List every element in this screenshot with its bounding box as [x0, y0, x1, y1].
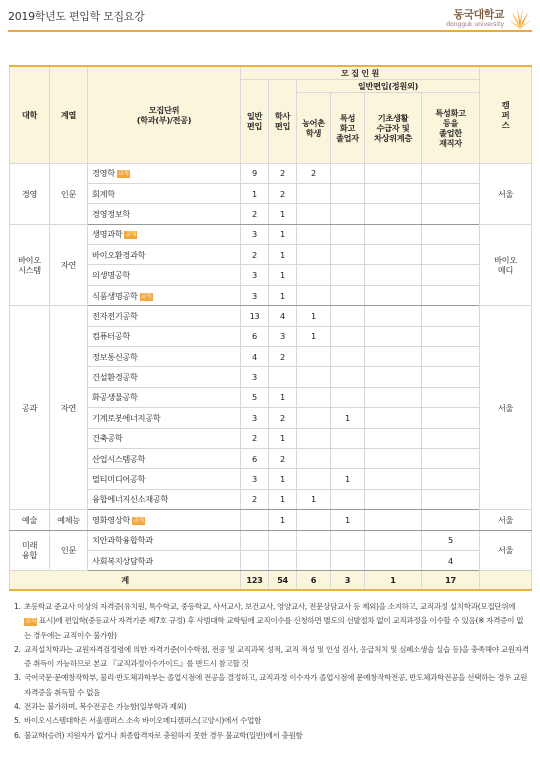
farm-cell: 1: [297, 306, 331, 326]
table-row: [10, 306, 532, 326]
note-text: [24, 671, 530, 700]
unit-cell: [88, 469, 241, 489]
bachelor-cell: 1: [269, 285, 297, 305]
header-bachelor: 학사 편입: [269, 79, 297, 163]
univ-cell: 경영: [10, 163, 50, 224]
basic-cell: [365, 550, 422, 570]
note-number: 2.: [14, 644, 21, 654]
unit-cell: [88, 530, 241, 550]
header-farm: 농어촌 학생: [297, 92, 331, 163]
unit-name: 경영학: [92, 168, 115, 179]
special-cell: [331, 489, 365, 509]
basic-cell: [365, 285, 422, 305]
teaching-badge: 교직: [140, 292, 152, 300]
specialwork-cell: 4: [422, 550, 480, 570]
general-cell: 13: [241, 306, 269, 326]
unit-name: 회계학: [92, 188, 115, 199]
table-row: [10, 448, 532, 468]
bachelor-cell: [269, 530, 297, 550]
table-row: [10, 265, 532, 285]
bachelor-cell: 1: [269, 489, 297, 509]
special-cell: [331, 550, 365, 570]
recruitment-table: [9, 65, 532, 591]
specialwork-cell: [422, 469, 480, 489]
farm-cell: [297, 265, 331, 285]
unit-name: 산업시스템공학: [92, 453, 146, 464]
basic-cell: [365, 347, 422, 367]
table-row: [10, 367, 532, 387]
note-text-part: 전과는 불가하며, 복수전공은 가능함(일부학과 제외): [24, 702, 187, 712]
unit-name: 정보통신공학: [92, 351, 138, 362]
special-cell: 1: [331, 510, 365, 530]
bachelor-cell: 1: [269, 469, 297, 489]
unit-name: 융합에너지신소재공학: [92, 494, 169, 505]
total-farm: 6: [297, 571, 331, 591]
total-campus: [480, 571, 532, 591]
total-general: 123: [241, 571, 269, 591]
unit-cell: [88, 489, 241, 509]
general-cell: 3: [241, 469, 269, 489]
bachelor-cell: 2: [269, 163, 297, 183]
total-row: [10, 571, 532, 591]
farm-cell: [297, 448, 331, 468]
special-cell: [331, 428, 365, 448]
specialwork-cell: [422, 347, 480, 367]
header-special: 특성 화고 졸업자: [331, 92, 365, 163]
unit-name: 컴퓨터공학: [92, 331, 131, 342]
basic-cell: [365, 448, 422, 468]
specialwork-cell: [422, 183, 480, 203]
farm-cell: [297, 469, 331, 489]
table-row: [10, 245, 532, 265]
farm-cell: [297, 510, 331, 530]
note-item: [14, 600, 530, 643]
teaching-badge: 교직: [133, 516, 145, 524]
note-text: [24, 600, 530, 643]
farm-cell: [297, 408, 331, 428]
header-divider: [8, 30, 532, 32]
specialwork-cell: [422, 224, 480, 244]
special-cell: [331, 326, 365, 346]
unit-cell: [88, 265, 241, 285]
general-cell: 1: [241, 183, 269, 203]
table-row: [10, 469, 532, 489]
farm-cell: 1: [297, 326, 331, 346]
unit-cell: [88, 204, 241, 224]
bachelor-cell: 1: [269, 387, 297, 407]
note-item: [14, 700, 530, 714]
table-row: [10, 489, 532, 509]
specialwork-cell: [422, 285, 480, 305]
special-cell: [331, 245, 365, 265]
table-row: [10, 530, 532, 550]
unit-name: 전자전기공학: [92, 310, 138, 321]
unit-name: 치안과학융합학과: [92, 535, 153, 546]
unit-cell: [88, 448, 241, 468]
general-cell: 4: [241, 347, 269, 367]
bachelor-cell: 4: [269, 306, 297, 326]
note-number: 4.: [14, 702, 21, 712]
logo-subtext: dongguk university: [446, 20, 504, 28]
farm-cell: [297, 367, 331, 387]
teaching-badge: 교직: [117, 170, 129, 178]
table-row: [10, 408, 532, 428]
university-logo: [446, 3, 532, 33]
special-cell: 1: [331, 469, 365, 489]
farm-cell: [297, 245, 331, 265]
total-specialwork: 17: [422, 571, 480, 591]
total-bachelor: 54: [269, 571, 297, 591]
unit-name: 바이오환경과학: [92, 249, 146, 260]
bachelor-cell: [269, 367, 297, 387]
special-cell: [331, 448, 365, 468]
special-cell: [331, 387, 365, 407]
basic-cell: [365, 224, 422, 244]
farm-cell: 1: [297, 489, 331, 509]
header-campus: 캠 퍼 스: [480, 66, 532, 163]
basic-cell: [365, 510, 422, 530]
general-cell: [241, 550, 269, 570]
unit-cell: [88, 510, 241, 530]
note-number: 6.: [14, 730, 21, 740]
specialwork-cell: [422, 306, 480, 326]
note-text: [24, 714, 530, 728]
general-cell: 2: [241, 489, 269, 509]
bachelor-cell: 2: [269, 347, 297, 367]
bachelor-cell: 2: [269, 183, 297, 203]
general-cell: 3: [241, 285, 269, 305]
note-text: [24, 643, 530, 672]
general-cell: 9: [241, 163, 269, 183]
general-cell: [241, 510, 269, 530]
basic-cell: [365, 469, 422, 489]
note-text-part: 표시)에 편입학(중등교사 자격기준 제7호 규정) 후 사범대학 교학팀에 교직이수를 신청하면 별도의 선발절차 없이 교직과정을 이수할 수 있음(※ 자격증이 없는 경우에는 교직이수 불가함): [24, 616, 524, 640]
basic-cell: [365, 245, 422, 265]
note-text: [24, 729, 530, 743]
note-number: 5.: [14, 716, 21, 726]
field-cell: 인문: [50, 163, 88, 224]
unit-cell: [88, 326, 241, 346]
note-item: [14, 671, 530, 700]
unit-cell: [88, 224, 241, 244]
specialwork-cell: 5: [422, 530, 480, 550]
farm-cell: 2: [297, 163, 331, 183]
total-label: 계: [10, 571, 241, 591]
bachelor-cell: 2: [269, 448, 297, 468]
basic-cell: [365, 183, 422, 203]
table-row: [10, 163, 532, 183]
farm-cell: [297, 387, 331, 407]
special-cell: [331, 285, 365, 305]
basic-cell: [365, 489, 422, 509]
special-cell: 1: [331, 408, 365, 428]
unit-cell: [88, 367, 241, 387]
basic-cell: [365, 265, 422, 285]
unit-name: 사회복지상담학과: [92, 555, 153, 566]
lotus-icon: [508, 5, 532, 31]
unit-cell: [88, 183, 241, 203]
unit-cell: [88, 387, 241, 407]
header-univ: 대학: [10, 66, 50, 163]
header-recruit: 모 집 인 원: [241, 66, 480, 79]
bachelor-cell: [269, 550, 297, 570]
unit-name: 영화영상학: [92, 514, 131, 525]
general-cell: 2: [241, 204, 269, 224]
header-general: 일반 편입: [241, 79, 269, 163]
table-row: [10, 224, 532, 244]
farm-cell: [297, 204, 331, 224]
basic-cell: [365, 428, 422, 448]
note-number: 1.: [14, 602, 21, 611]
logo-text: 동국대학교: [453, 7, 504, 21]
unit-cell: [88, 408, 241, 428]
specialwork-cell: [422, 204, 480, 224]
specialwork-cell: [422, 489, 480, 509]
basic-cell: [365, 530, 422, 550]
general-cell: 5: [241, 387, 269, 407]
table-row: [10, 550, 532, 570]
unit-name: 건설환경공학: [92, 372, 138, 383]
farm-cell: [297, 285, 331, 305]
total-basic: 1: [365, 571, 422, 591]
unit-cell: [88, 550, 241, 570]
general-cell: 6: [241, 448, 269, 468]
farm-cell: [297, 550, 331, 570]
univ-cell: 바이오 시스템: [10, 224, 50, 306]
header-field: 계열: [50, 66, 88, 163]
unit-name: 의생명공학: [92, 270, 131, 281]
note-item: [14, 714, 530, 728]
total-special: 3: [331, 571, 365, 591]
note-text-part: 교직설치학과는 교원자격검정령에 의한 자격기준(이수학점, 전공 및 교직과목 성적, 교직 적성 및 인성 검사, 응급처치 및 심폐소생술 실습 등)을 충족해야 교원자격증 취득이 가능하므로 본교 『교직과정이수가이드』를 반드시 참고할 것: [24, 644, 529, 669]
table-row: [10, 510, 532, 530]
unit-name: 화공생물공학: [92, 392, 138, 403]
univ-cell: 예술: [10, 510, 50, 530]
campus-cell: 서울: [480, 163, 532, 224]
general-cell: 3: [241, 265, 269, 285]
field-cell: 자연: [50, 224, 88, 306]
teaching-badge: 교직: [125, 231, 137, 239]
page-title: 2019학년도 편입학 모집요강: [8, 10, 145, 23]
teaching-badge: 교직: [25, 618, 36, 626]
general-cell: [241, 530, 269, 550]
note-text-part: 불교학(승려) 지원자가 없거나 최종합격자로 충원하지 못한 경우 불교학(일반)에서 충원함: [24, 730, 303, 740]
specialwork-cell: [422, 387, 480, 407]
unit-cell: [88, 428, 241, 448]
table-row: [10, 183, 532, 203]
field-cell: 자연: [50, 306, 88, 510]
unit-name: 경영정보학: [92, 208, 131, 219]
unit-cell: [88, 306, 241, 326]
bachelor-cell: 1: [269, 265, 297, 285]
specialwork-cell: [422, 367, 480, 387]
note-item: [14, 643, 530, 672]
specialwork-cell: [422, 428, 480, 448]
note-number: 3.: [14, 673, 21, 683]
unit-name: 생명과학: [92, 229, 123, 240]
table-row: [10, 387, 532, 407]
campus-cell: 서울: [480, 306, 532, 510]
special-cell: [331, 347, 365, 367]
bachelor-cell: 1: [269, 245, 297, 265]
bachelor-cell: 1: [269, 224, 297, 244]
table-row: [10, 285, 532, 305]
general-cell: 2: [241, 245, 269, 265]
basic-cell: [365, 408, 422, 428]
general-cell: 6: [241, 326, 269, 346]
farm-cell: [297, 183, 331, 203]
unit-name: 멀티미디어공학: [92, 474, 146, 485]
unit-cell: [88, 285, 241, 305]
special-cell: [331, 204, 365, 224]
special-cell: [331, 367, 365, 387]
note-text-part: 바이오시스템대학은 서울캠퍼스 소속 바이오메디캠퍼스(고양시)에서 수업함: [24, 716, 262, 726]
general-cell: 3: [241, 367, 269, 387]
specialwork-cell: [422, 265, 480, 285]
general-cell: 3: [241, 408, 269, 428]
note-item: [14, 729, 530, 743]
univ-cell: 미래 융합: [10, 530, 50, 571]
special-cell: [331, 183, 365, 203]
basic-cell: [365, 306, 422, 326]
basic-cell: [365, 204, 422, 224]
special-cell: [331, 530, 365, 550]
bachelor-cell: 2: [269, 408, 297, 428]
special-cell: [331, 163, 365, 183]
note-text-part: 초등학교 준교사 이상의 자격증(유치원, 특수학교, 중등학교, 사서교사, 보건교사, 영양교사, 전문상담교사 등 제외)을 소지하고, 교직과정 설치학과(모집단위에: [24, 602, 516, 611]
table-row: [10, 326, 532, 346]
unit-name: 식품생명공학: [92, 290, 138, 301]
bachelor-cell: 1: [269, 204, 297, 224]
special-cell: [331, 265, 365, 285]
special-cell: [331, 224, 365, 244]
header-unit: 모집단위 (학과(부)/전공): [88, 66, 241, 163]
general-cell: 2: [241, 428, 269, 448]
bachelor-cell: 1: [269, 428, 297, 448]
specialwork-cell: [422, 326, 480, 346]
bachelor-cell: 3: [269, 326, 297, 346]
campus-cell: 서울: [480, 510, 532, 530]
specialwork-cell: [422, 245, 480, 265]
note-text: [24, 700, 530, 714]
unit-cell: [88, 347, 241, 367]
farm-cell: [297, 428, 331, 448]
unit-cell: [88, 245, 241, 265]
field-cell: 인문: [50, 530, 88, 571]
farm-cell: [297, 530, 331, 550]
basic-cell: [365, 387, 422, 407]
farm-cell: [297, 347, 331, 367]
specialwork-cell: [422, 448, 480, 468]
table-row: [10, 204, 532, 224]
bachelor-cell: 1: [269, 510, 297, 530]
header-basic: 기초생활 수급자 및 차상위계층: [365, 92, 422, 163]
unit-name: 기계로봇에너지공학: [92, 412, 161, 423]
farm-cell: [297, 224, 331, 244]
notes-list: [14, 600, 530, 743]
header-specialwork: 특성화고 등을 졸업한 재직자: [422, 92, 480, 163]
univ-cell: 공과: [10, 306, 50, 510]
general-cell: 3: [241, 224, 269, 244]
campus-cell: 바이오 메디: [480, 224, 532, 306]
specialwork-cell: [422, 163, 480, 183]
basic-cell: [365, 326, 422, 346]
field-cell: 예체능: [50, 510, 88, 530]
unit-name: 건축공학: [92, 433, 123, 444]
header-general-quota: 일반편입(정원외): [297, 79, 480, 92]
note-text-part: 국어국문·문예창작학부, 물리·반도체과학부는 졸업시점에 전공을 결정하고, 교직과정 이수자가 졸업시점에 문예창작학전공, 반도체과학전공을 선택하는 경우 교원자격증을 취득할 수 없음: [24, 673, 528, 697]
basic-cell: [365, 163, 422, 183]
page-header: [0, 0, 540, 34]
table-row: [10, 428, 532, 448]
special-cell: [331, 306, 365, 326]
table-row: [10, 347, 532, 367]
basic-cell: [365, 367, 422, 387]
specialwork-cell: [422, 510, 480, 530]
unit-cell: [88, 163, 241, 183]
specialwork-cell: [422, 408, 480, 428]
campus-cell: 서울: [480, 530, 532, 571]
